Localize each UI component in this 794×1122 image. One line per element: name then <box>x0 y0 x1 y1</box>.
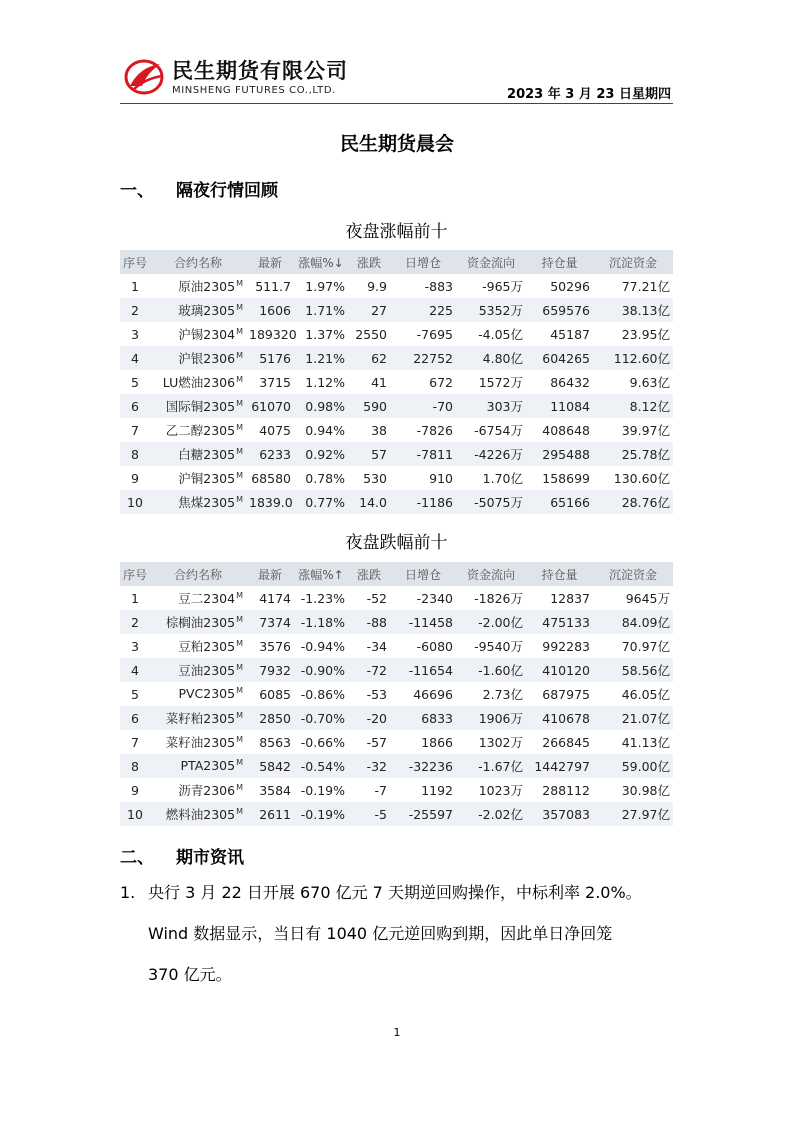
cell-index: 9 <box>131 470 139 486</box>
section-heading-news <box>120 843 244 868</box>
cell-capital: 58.56亿 <box>593 658 673 682</box>
cell-contract: 沪铜$2305^M$ <box>178 470 243 486</box>
cell-index: 1 <box>131 590 139 606</box>
column-header[interactable]: 沉淀资金 <box>593 562 673 586</box>
cell-capital: 39.97亿 <box>621 423 670 438</box>
main-contract-mark: M <box>236 662 243 672</box>
cell-oi-change: -7695 <box>416 326 453 342</box>
cell-oi-change: 672 <box>429 374 453 390</box>
report-date: 2023 年 3 月 23 日星期四 <box>507 87 671 102</box>
cell-change: -5 <box>348 802 390 826</box>
cell-index: 1 <box>131 278 139 294</box>
main-contract-mark: M <box>236 470 243 480</box>
cell-change: -53 <box>366 686 387 702</box>
cell-open-interest: 475133 <box>526 610 593 634</box>
column-header[interactable]: 合约名称 <box>150 250 246 274</box>
table-row[interactable] <box>120 802 673 826</box>
cell-change-pct: -0.70% <box>294 706 348 730</box>
cell-fund-flow: 1572万 <box>478 375 523 390</box>
column-header[interactable]: 资金流向 <box>456 250 526 274</box>
cell-fund-flow: 1302万 <box>478 735 523 750</box>
cell-open-interest: 408648 <box>542 422 590 438</box>
cell-capital: 112.60亿 <box>593 346 673 370</box>
cell-index: 7 <box>131 422 139 438</box>
table-row[interactable] <box>120 586 673 610</box>
cell-fund-flow: -9540万 <box>474 639 523 654</box>
cell-capital: 84.09亿 <box>593 610 673 634</box>
table-row[interactable] <box>120 418 673 442</box>
table-row[interactable] <box>120 466 673 490</box>
cell-fund-flow: -6754万 <box>474 423 523 438</box>
cell-last-price: 1839.0 <box>246 490 294 514</box>
cell-change: 62 <box>348 346 390 370</box>
cell-open-interest: 295488 <box>526 442 593 466</box>
cell-open-interest: 65166 <box>526 490 593 514</box>
main-contract-mark: M <box>236 446 243 456</box>
cell-change-pct: -0.86% <box>300 686 345 702</box>
cell-fund-flow: 1.70亿 <box>482 471 523 486</box>
main-contract-mark: M <box>236 734 243 744</box>
cell-capital: 38.13亿 <box>593 298 673 322</box>
cell-last-price: 1606 <box>246 298 294 322</box>
cell-contract: 原油$2305^M$ <box>178 278 243 294</box>
cell-change-pct: 0.94% <box>305 422 345 438</box>
brand-name-en: MINSHENG FUTURES CO.,LTD. <box>172 85 336 96</box>
cell-oi-change: -25597 <box>390 802 456 826</box>
column-header[interactable]: 最新 <box>246 250 294 274</box>
cell-fund-flow: -2.00亿 <box>456 610 526 634</box>
cell-fund-flow: -4.05亿 <box>478 327 523 342</box>
losers-caption: 夜盘跌幅前十 <box>345 533 448 553</box>
cell-index: 4 <box>120 658 150 682</box>
cell-open-interest: 410678 <box>526 706 593 730</box>
column-header[interactable]: 日增仓 <box>390 250 456 274</box>
column-header[interactable]: 沉淀资金 <box>593 250 673 274</box>
cell-capital: 41.13亿 <box>621 735 670 750</box>
cell-capital: 46.05亿 <box>621 687 670 702</box>
cell-change-pct: 1.21% <box>294 346 348 370</box>
cell-change-pct: -1.23% <box>300 590 345 606</box>
cell-last-price: 189320 <box>249 326 297 342</box>
cell-fund-flow: 4.80亿 <box>456 346 526 370</box>
table-row[interactable] <box>120 730 673 754</box>
cell-contract: 豆油$2305^M$ <box>150 658 246 682</box>
cell-open-interest: 12837 <box>550 590 590 606</box>
cell-last-price: 2850 <box>246 706 294 730</box>
cell-change-pct: 0.98% <box>294 394 348 418</box>
cell-index: 6 <box>120 394 150 418</box>
cell-change-pct: 1.97% <box>305 278 345 294</box>
cell-last-price: 2611 <box>246 802 294 826</box>
main-contract-mark: M <box>236 326 243 336</box>
cell-change-pct: -0.66% <box>300 734 345 750</box>
column-header[interactable]: 资金流向 <box>456 562 526 586</box>
cell-last-price: 8563 <box>259 734 291 750</box>
cell-oi-change: -11458 <box>390 610 456 634</box>
cell-contract: 焦煤$2305^M$ <box>150 490 246 514</box>
cell-oi-change: 6833 <box>390 706 456 730</box>
main-contract-mark: M <box>236 590 243 600</box>
cell-contract: 乙二醇$2305^M$ <box>165 422 243 438</box>
cell-contract: 沪银$2306^M$ <box>150 346 246 370</box>
gainers-table <box>120 250 673 514</box>
cell-contract: 豆粕$2305^M$ <box>178 638 243 654</box>
table-header-row <box>120 562 673 586</box>
main-contract-mark: M <box>236 806 243 816</box>
cell-oi-change: -1186 <box>390 490 456 514</box>
section-title: 隔夜行情回顾 <box>176 181 278 201</box>
cell-change-pct: 0.78% <box>305 470 345 486</box>
cell-change-pct: -0.90% <box>294 658 348 682</box>
cell-last-price: 511.7 <box>255 278 291 294</box>
cell-capital: 9645万 <box>625 591 670 606</box>
losers-table <box>120 562 673 826</box>
cell-change-pct: -0.19% <box>294 802 348 826</box>
column-header[interactable]: 持仓量 <box>526 562 593 586</box>
cell-oi-change: -70 <box>390 394 456 418</box>
cell-index: 3 <box>131 638 139 654</box>
column-header[interactable]: 涨幅%↓ <box>294 250 348 274</box>
section-title: 期市资讯 <box>176 848 244 868</box>
cell-last-price: 3715 <box>259 374 291 390</box>
cell-change-pct: -0.19% <box>300 782 345 798</box>
cell-change: 14.0 <box>348 490 390 514</box>
main-contract-mark: M <box>236 614 243 624</box>
cell-fund-flow: 303万 <box>456 394 526 418</box>
section-number: 二、 <box>120 848 154 868</box>
cell-fund-flow: 1023万 <box>478 783 523 798</box>
cell-oi-change: -7811 <box>390 442 456 466</box>
main-contract-mark: M <box>236 278 243 288</box>
cell-change: 57 <box>348 442 390 466</box>
cell-change: -20 <box>348 706 390 730</box>
cell-oi-change: 910 <box>429 470 453 486</box>
cell-oi-change: -6080 <box>416 638 453 654</box>
cell-index: 3 <box>131 326 139 342</box>
cell-change: -52 <box>366 590 387 606</box>
cell-last-price: 6233 <box>246 442 294 466</box>
cell-capital: 70.97亿 <box>621 639 670 654</box>
cell-oi-change: 1866 <box>421 734 453 750</box>
cell-oi-change: 225 <box>390 298 456 322</box>
table-row[interactable] <box>120 658 673 682</box>
section-number: 一、 <box>120 181 154 201</box>
main-contract-mark: M <box>236 398 243 408</box>
cell-last-price: 4174 <box>259 590 291 606</box>
cell-open-interest: 1442797 <box>526 754 593 778</box>
main-contract-mark: M <box>236 710 243 720</box>
cell-open-interest: 604265 <box>526 346 593 370</box>
main-contract-mark: M <box>236 758 243 768</box>
cell-index: 10 <box>120 490 150 514</box>
cell-change-pct: 0.92% <box>294 442 348 466</box>
cell-fund-flow: 1906万 <box>456 706 526 730</box>
cell-capital: 9.63亿 <box>629 375 670 390</box>
cell-last-price: 7374 <box>246 610 294 634</box>
news-line: 央行 3 月 22 日开展 670 亿元 7 天期逆回购操作，中标利率 2.0%。 <box>148 883 642 902</box>
cell-change: 41 <box>371 374 387 390</box>
news-number: 1. <box>120 883 136 902</box>
brand-name-cn: 民生期货有限公司 <box>172 59 348 83</box>
cell-index: 2 <box>120 298 150 322</box>
cell-oi-change: -2340 <box>416 590 453 606</box>
cell-index: 5 <box>131 686 139 702</box>
cell-capital: 28.76亿 <box>593 490 673 514</box>
cell-capital: 27.97亿 <box>593 802 673 826</box>
cell-open-interest: 266845 <box>542 734 590 750</box>
cell-open-interest: 992283 <box>542 638 590 654</box>
cell-capital: 30.98亿 <box>621 783 670 798</box>
cell-change-pct: -0.94% <box>300 638 345 654</box>
column-header[interactable]: 合约名称 <box>150 562 246 586</box>
main-contract-mark: M <box>236 638 243 648</box>
main-contract-mark: M <box>236 374 243 384</box>
column-header[interactable]: 持仓量 <box>526 250 593 274</box>
cell-last-price: 3576 <box>259 638 291 654</box>
cell-index: 5 <box>131 374 139 390</box>
cell-last-price: 5842 <box>246 754 294 778</box>
cell-index: 8 <box>120 442 150 466</box>
cell-change: 9.9 <box>367 278 387 294</box>
main-contract-mark: M <box>236 782 243 792</box>
cell-capital: 25.78亿 <box>593 442 673 466</box>
cell-index: 10 <box>120 802 150 826</box>
cell-fund-flow: -1826万 <box>474 591 523 606</box>
cell-open-interest: 86432 <box>550 374 590 390</box>
cell-index: 2 <box>120 610 150 634</box>
cell-change-pct: 1.71% <box>294 298 348 322</box>
column-header[interactable]: 涨幅%↑ <box>294 562 348 586</box>
table-header-row <box>120 250 673 274</box>
cell-change-pct: 0.77% <box>294 490 348 514</box>
cell-contract: 棕榈油$2305^M$ <box>150 610 246 634</box>
column-header[interactable]: 序号 <box>120 562 150 586</box>
table-row[interactable] <box>120 394 673 418</box>
table-row[interactable] <box>120 778 673 802</box>
cell-open-interest: 357083 <box>526 802 593 826</box>
cell-index: 6 <box>120 706 150 730</box>
cell-oi-change: 1192 <box>421 782 453 798</box>
cell-change-pct: 1.37% <box>305 326 345 342</box>
cell-contract: LU燃油$2306^M$ <box>162 374 243 390</box>
cell-index: 7 <box>131 734 139 750</box>
cell-change: -88 <box>348 610 390 634</box>
cell-contract: 玻璃$2305^M$ <box>150 298 246 322</box>
header-divider <box>120 103 673 104</box>
cell-change: 27 <box>348 298 390 322</box>
cell-oi-change: 46696 <box>413 686 453 702</box>
cell-change-pct: -1.18% <box>294 610 348 634</box>
cell-open-interest: 288112 <box>542 782 590 798</box>
news-item-1 <box>120 872 680 995</box>
column-header[interactable]: 序号 <box>120 250 150 274</box>
cell-contract: 沥青$2306^M$ <box>178 782 243 798</box>
cell-index: 9 <box>131 782 139 798</box>
cell-index: 4 <box>120 346 150 370</box>
page-number: 1 <box>393 1026 401 1039</box>
table-row[interactable] <box>120 634 673 658</box>
cell-open-interest: 158699 <box>542 470 590 486</box>
cell-open-interest: 410120 <box>526 658 593 682</box>
cell-open-interest: 659576 <box>526 298 593 322</box>
cell-capital: 8.12亿 <box>593 394 673 418</box>
news-line: Wind 数据显示，当日有 1040 亿元逆回购到期，因此单日净回笼 <box>148 924 613 943</box>
cell-fund-flow: -965万 <box>482 279 523 294</box>
page-header <box>120 52 673 104</box>
cell-contract: 菜籽油$2305^M$ <box>165 734 243 750</box>
cell-fund-flow: -2.02亿 <box>456 802 526 826</box>
table-row[interactable] <box>120 322 673 346</box>
document-title: 民生期货晨会 <box>339 133 454 155</box>
cell-contract: 豆二$2304^M$ <box>178 590 243 606</box>
cell-last-price: 6085 <box>259 686 291 702</box>
main-contract-mark: M <box>236 422 243 432</box>
cell-last-price: 5176 <box>246 346 294 370</box>
cell-open-interest: 11084 <box>526 394 593 418</box>
cell-fund-flow: -1.67亿 <box>456 754 526 778</box>
cell-change: 38 <box>371 422 387 438</box>
cell-open-interest: 45187 <box>550 326 590 342</box>
cell-last-price: 7932 <box>246 658 294 682</box>
cell-contract: $PVC2305^M$ <box>178 686 243 702</box>
cell-change-pct: 1.12% <box>305 374 345 390</box>
table-row[interactable] <box>120 442 673 466</box>
cell-change: -7 <box>374 782 387 798</box>
minsheng-logo-icon <box>124 56 164 96</box>
table-row[interactable] <box>120 682 673 706</box>
cell-change: -72 <box>348 658 390 682</box>
cell-oi-change: 22752 <box>390 346 456 370</box>
table-row[interactable] <box>120 706 673 730</box>
cell-change: 2550 <box>355 326 387 342</box>
column-header[interactable]: 日增仓 <box>390 562 456 586</box>
table-row[interactable] <box>120 490 673 514</box>
table-row[interactable] <box>120 274 673 298</box>
cell-contract: 菜籽粕$2305^M$ <box>150 706 246 730</box>
section-heading-overnight <box>120 176 278 201</box>
table-row[interactable] <box>120 298 673 322</box>
cell-change: 590 <box>348 394 390 418</box>
cell-last-price: 68580 <box>251 470 291 486</box>
cell-capital: 77.21亿 <box>621 279 670 294</box>
cell-oi-change: -32236 <box>390 754 456 778</box>
cell-capital: 21.07亿 <box>593 706 673 730</box>
cell-change: 530 <box>363 470 387 486</box>
cell-capital: 130.60亿 <box>613 471 670 486</box>
cell-fund-flow: 5352万 <box>456 298 526 322</box>
gainers-caption: 夜盘涨幅前十 <box>345 222 448 242</box>
column-header[interactable]: 涨跌 <box>348 562 390 586</box>
cell-open-interest: 50296 <box>550 278 590 294</box>
cell-change: -32 <box>348 754 390 778</box>
table-row[interactable] <box>120 610 673 634</box>
cell-capital: 59.00亿 <box>593 754 673 778</box>
table-row[interactable] <box>120 346 673 370</box>
cell-contract: $PTA2305^M$ <box>150 754 246 778</box>
table-row[interactable] <box>120 754 673 778</box>
cell-fund-flow: -4226万 <box>456 442 526 466</box>
column-header[interactable]: 最新 <box>246 562 294 586</box>
cell-change-pct: -0.54% <box>294 754 348 778</box>
column-header[interactable]: 涨跌 <box>348 250 390 274</box>
cell-oi-change: -11654 <box>390 658 456 682</box>
cell-fund-flow: -5075万 <box>456 490 526 514</box>
cell-open-interest: 687975 <box>542 686 590 702</box>
cell-change: -57 <box>366 734 387 750</box>
news-line: 370 亿元。 <box>148 965 232 984</box>
cell-contract: 燃料油$2305^M$ <box>150 802 246 826</box>
main-contract-mark: M <box>236 302 243 312</box>
cell-capital: 23.95亿 <box>621 327 670 342</box>
cell-last-price: 4075 <box>259 422 291 438</box>
cell-contract: 白糖$2305^M$ <box>150 442 246 466</box>
cell-change: -34 <box>366 638 387 654</box>
cell-fund-flow: -1.60亿 <box>456 658 526 682</box>
cell-index: 8 <box>120 754 150 778</box>
cell-oi-change: -7826 <box>416 422 453 438</box>
main-contract-mark: M <box>236 350 243 360</box>
table-row[interactable] <box>120 370 673 394</box>
cell-oi-change: -883 <box>424 278 453 294</box>
cell-contract: 国际铜$2305^M$ <box>150 394 246 418</box>
main-contract-mark: M <box>236 494 243 504</box>
main-contract-mark: M <box>236 686 243 696</box>
cell-fund-flow: 2.73亿 <box>482 687 523 702</box>
cell-last-price: 61070 <box>246 394 294 418</box>
cell-contract: 沪锡$2304^M$ <box>178 326 243 342</box>
cell-last-price: 3584 <box>259 782 291 798</box>
